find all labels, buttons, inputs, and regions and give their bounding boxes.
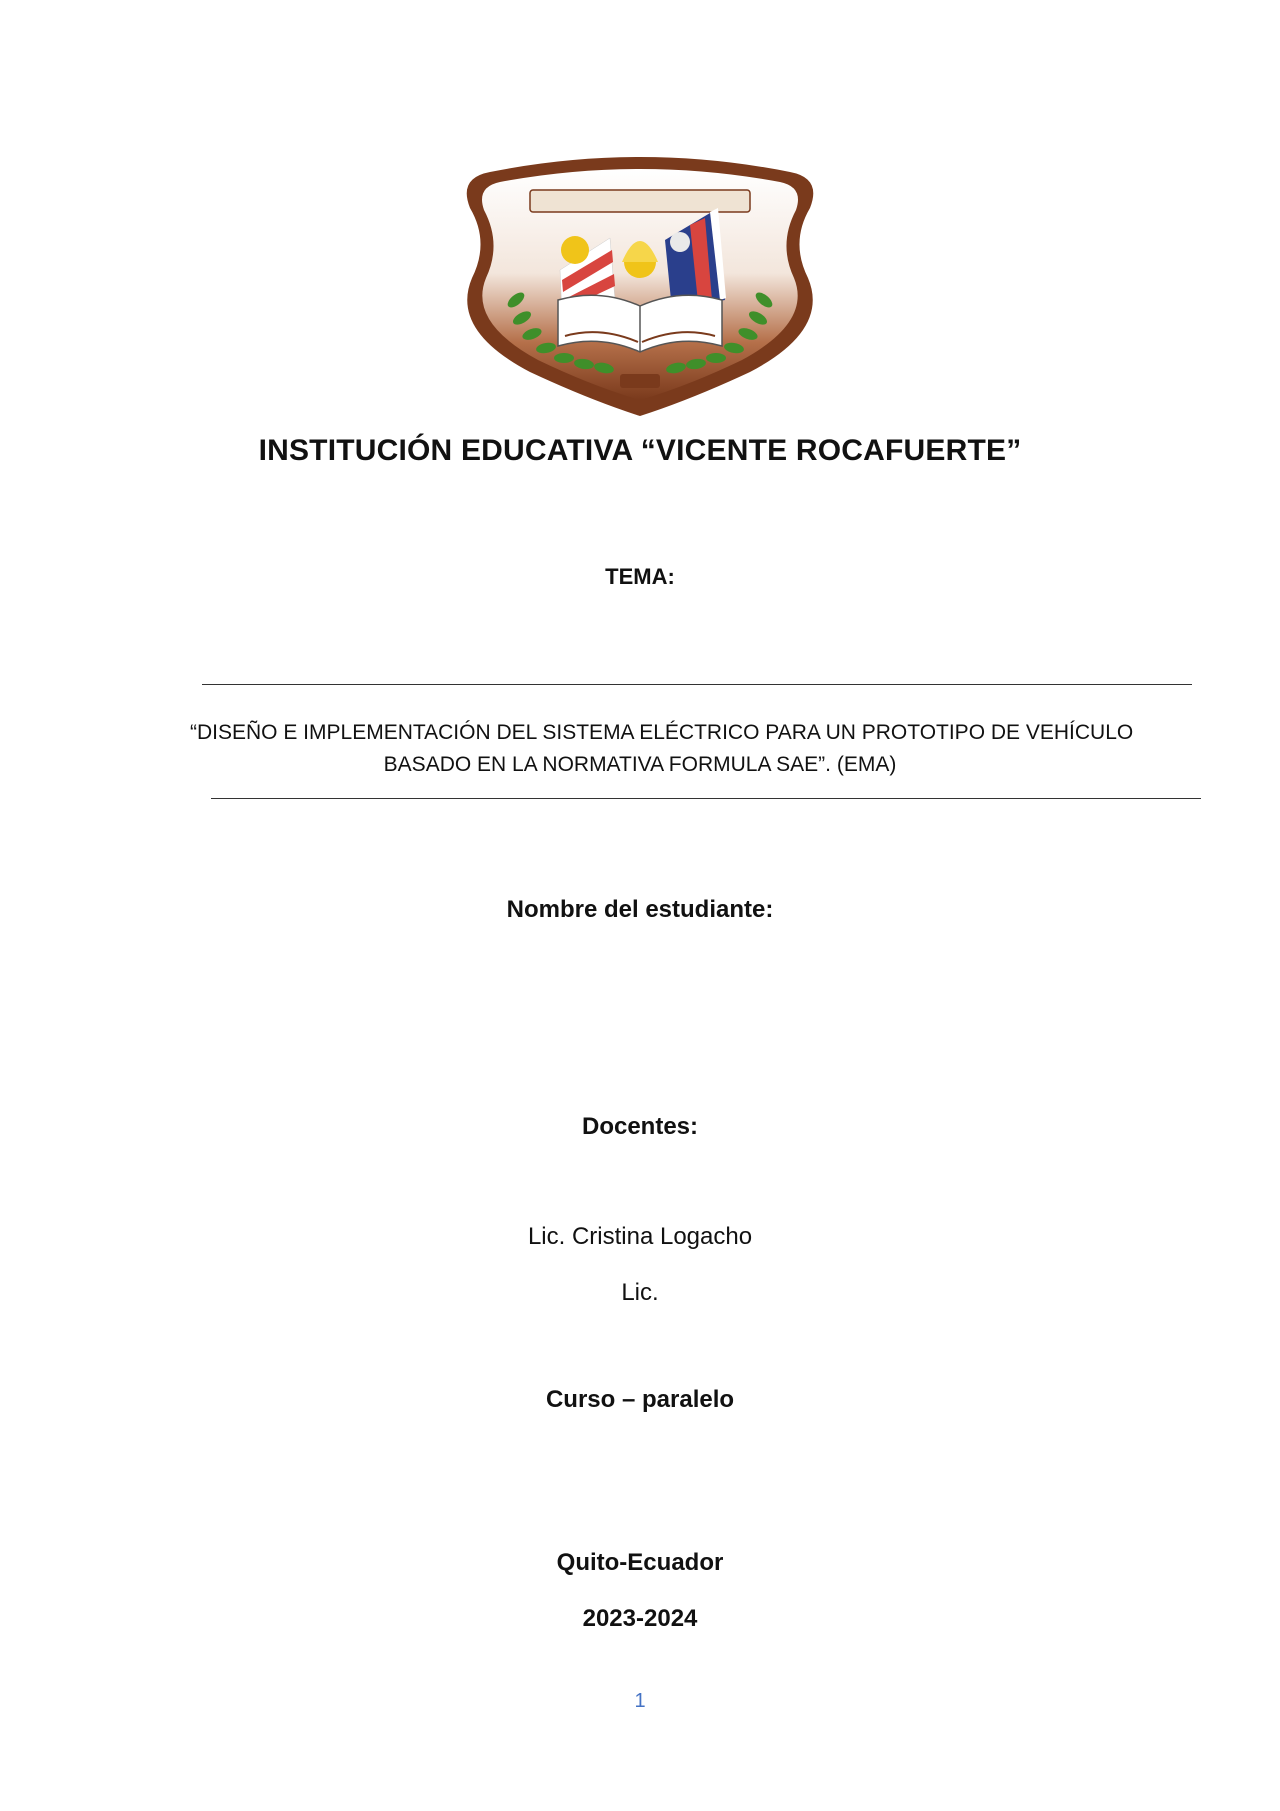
tema-label: TEMA: <box>605 564 675 589</box>
tema-title-line-2: BASADO EN LA NORMATIVA FORMULA SAE”. (EMA) <box>383 753 897 776</box>
crest-gold-emblem-left <box>561 236 589 264</box>
institution-title: INSTITUCIÓN EDUCATIVA “VICENTE ROCAFUERTE” <box>258 434 1022 467</box>
school-crest-logo <box>450 150 830 418</box>
academic-years: 2023-2024 <box>582 1605 698 1632</box>
teacher-name-2: Lic. <box>621 1279 659 1306</box>
city-label: Quito-Ecuador <box>556 1549 724 1576</box>
divider-bottom <box>211 798 1201 799</box>
page-number: 1 <box>634 1690 646 1712</box>
teacher-name-1: Lic. Cristina Logacho <box>527 1223 753 1250</box>
crest-year-plate <box>620 374 660 388</box>
tema-title-block <box>190 717 1134 781</box>
student-name-label: Nombre del estudiante: <box>506 896 774 923</box>
divider-top <box>202 684 1192 685</box>
course-section-label: Curso – paralelo <box>545 1386 735 1413</box>
tema-title-line-1: “DISEÑO E IMPLEMENTACIÓN DEL SISTEMA ELÉCTRICO PARA UN PROTOTIPO DE VEHÍCULO <box>190 721 1134 744</box>
docentes-label: Docentes: <box>581 1113 699 1140</box>
